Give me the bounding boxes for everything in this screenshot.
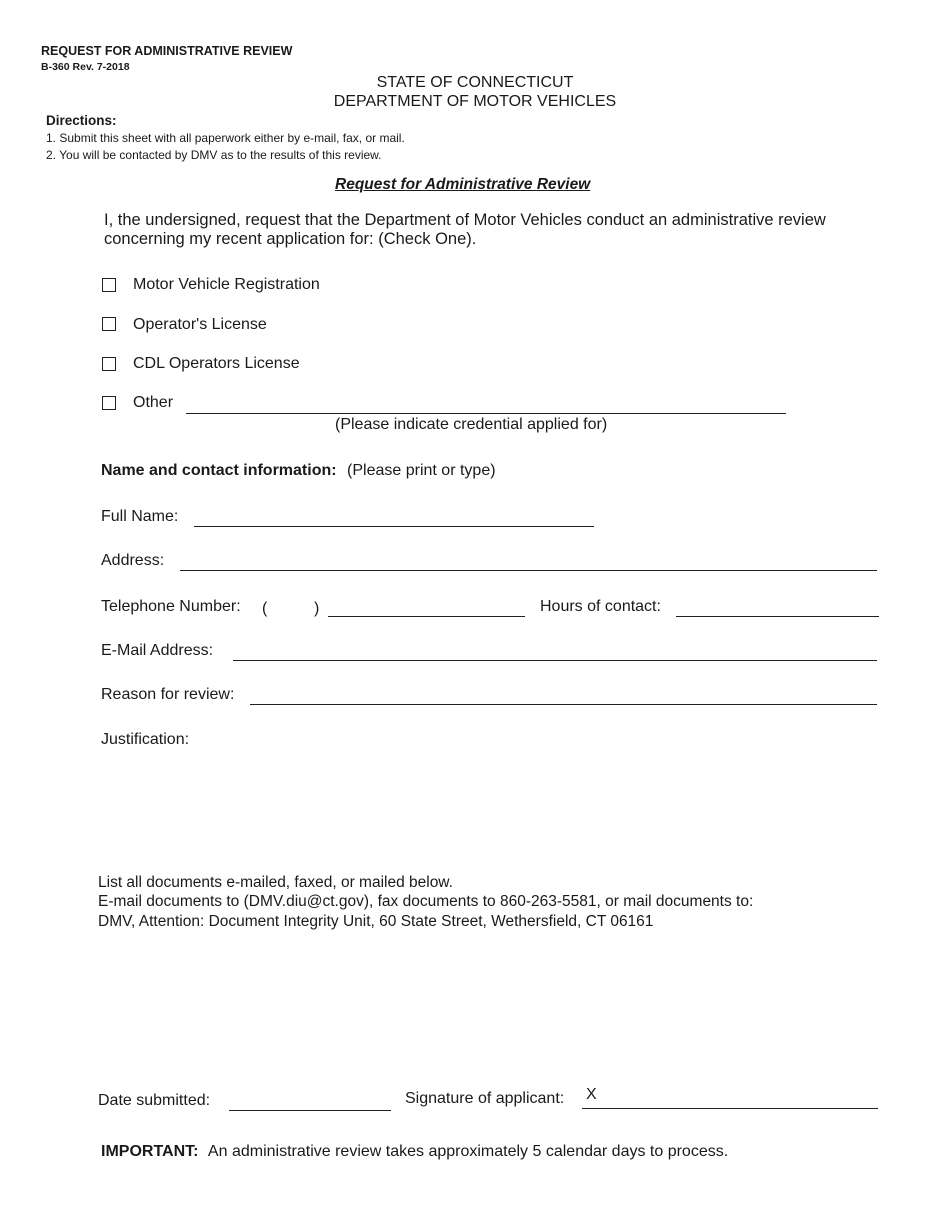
checkbox-motor-vehicle-registration[interactable] (102, 278, 116, 292)
checkbox-operators-license[interactable] (102, 317, 116, 331)
email-field[interactable] (233, 660, 877, 661)
documents-line-1: List all documents e-mailed, faxed, or mailed below. (98, 874, 453, 891)
direction-item-2: 2. You will be contacted by DMV as to the results of this review. (46, 148, 382, 162)
state-name: STATE OF CONNECTICUT (376, 74, 574, 91)
area-code-open: ( (262, 600, 268, 617)
signature-field[interactable] (582, 1108, 878, 1109)
documents-line-3: DMV, Attention: Document Integrity Unit, 60 State Street, Wethersfield, CT 06161 (98, 913, 654, 930)
signature-mark: X (586, 1086, 597, 1103)
hours-field[interactable] (676, 616, 879, 617)
checkbox-cdl-operators-license[interactable] (102, 357, 116, 371)
signature-label: Signature of applicant: (405, 1090, 565, 1107)
telephone-field[interactable] (328, 616, 525, 617)
contact-heading: Name and contact information: (101, 462, 337, 479)
form-title: REQUEST FOR ADMINISTRATIVE REVIEW (41, 44, 293, 58)
section-title: Request for Administrative Review (335, 176, 591, 193)
documents-line-2: E-mail documents to (DMV.diu@ct.gov), fax documents to 860-263-5581, or mail documents to: (98, 893, 754, 910)
reason-label: Reason for review: (101, 686, 235, 703)
justification-label: Justification: (101, 731, 190, 748)
option-label: CDL Operators License (133, 355, 300, 372)
area-code-close: ) (314, 600, 320, 617)
other-credential-field[interactable] (186, 413, 786, 414)
email-label: E-Mail Address: (101, 642, 214, 659)
other-credential-hint: (Please indicate credential applied for) (335, 416, 608, 433)
intro-paragraph: I, the undersigned, request that the Department of Motor Vehicles conduct an administrative review concerning my recent application for: (Check One). (104, 211, 826, 248)
address-field[interactable] (180, 570, 877, 571)
directions-heading: Directions: (46, 113, 117, 128)
form-number: B-360 Rev. 7-2018 (41, 61, 130, 73)
full-name-field[interactable] (194, 526, 594, 527)
option-label: Operator's License (133, 316, 267, 333)
reason-field[interactable] (250, 704, 877, 705)
hours-label: Hours of contact: (540, 598, 661, 615)
date-submitted-field[interactable] (229, 1110, 391, 1111)
option-label: Motor Vehicle Registration (133, 276, 320, 293)
option-label: Other (133, 394, 174, 411)
address-label: Address: (101, 552, 165, 569)
contact-heading-note: (Please print or type) (347, 462, 496, 479)
department-name: DEPARTMENT OF MOTOR VEHICLES (333, 93, 617, 110)
direction-item-1: 1. Submit this sheet with all paperwork either by e-mail, fax, or mail. (46, 131, 405, 145)
important-text: An administrative review takes approximately 5 calendar days to process. (207, 1143, 729, 1160)
checkbox-other[interactable] (102, 396, 116, 410)
full-name-label: Full Name: (101, 508, 179, 525)
telephone-label: Telephone Number: (101, 598, 241, 615)
important-label: IMPORTANT: (101, 1143, 199, 1160)
date-submitted-label: Date submitted: (98, 1092, 211, 1109)
